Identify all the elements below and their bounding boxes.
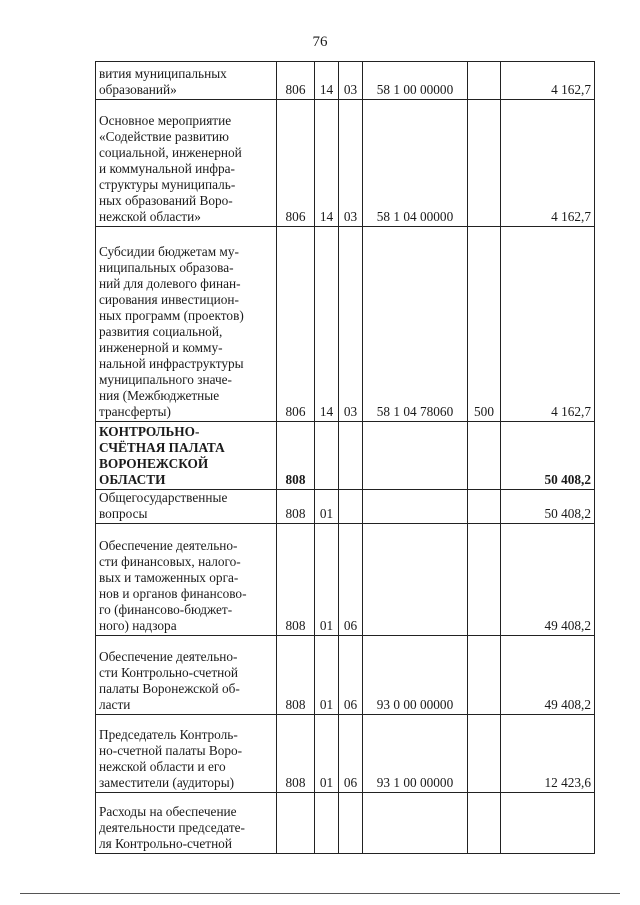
table-row — [96, 62, 595, 100]
subsection-code-cell: 03 — [339, 62, 363, 100]
table-row — [96, 524, 595, 636]
expense-type-code-cell — [468, 100, 501, 227]
amount-cell — [501, 793, 595, 854]
ministry-code-cell: 808 — [277, 715, 315, 793]
target-article-code-cell — [363, 422, 468, 490]
ministry-code-cell: 806 — [277, 62, 315, 100]
ministry-code-cell — [277, 793, 315, 854]
section-code-cell: 01 — [315, 524, 339, 636]
expense-type-code-cell — [468, 715, 501, 793]
row-name-cell: Общегосударственные вопросы — [96, 490, 277, 524]
row-name-cell: Обеспечение деятельно- сти Контрольно-счетной палаты Воронежской об- ласти — [96, 636, 277, 715]
row-name-cell: КОНТРОЛЬНО- СЧЁТНАЯ ПАЛАТА ВОРОНЕЖСКОЙ ОБЛАСТИ — [96, 422, 277, 490]
budget-table — [95, 61, 595, 854]
section-code-cell: 14 — [315, 62, 339, 100]
table-row — [96, 100, 595, 227]
subsection-code-cell — [339, 793, 363, 854]
amount-cell: 50 408,2 — [501, 490, 595, 524]
ministry-code-cell: 808 — [277, 524, 315, 636]
section-code-cell: 14 — [315, 227, 339, 422]
table-row — [96, 490, 595, 524]
subsection-code-cell: 06 — [339, 715, 363, 793]
row-name-cell: Основное мероприятие «Содействие развитию социальной, инженерной и коммунальной инфра- структуры муниципаль- ных образований Воро- нежской области» — [96, 100, 277, 227]
target-article-code-cell: 93 0 00 00000 — [363, 636, 468, 715]
row-name-cell: Обеспечение деятельно- сти финансовых, налого- вых и таможенных орга- нов и органов финансово- го (финансово-бюджет- ного) надзора — [96, 524, 277, 636]
expense-type-code-cell — [468, 62, 501, 100]
amount-cell: 49 408,2 — [501, 636, 595, 715]
table-row — [96, 636, 595, 715]
amount-cell: 4 162,7 — [501, 62, 595, 100]
target-article-code-cell — [363, 524, 468, 636]
table-row — [96, 793, 595, 854]
amount-cell: 50 408,2 — [501, 422, 595, 490]
target-article-code-cell: 58 1 04 78060 — [363, 227, 468, 422]
subsection-code-cell — [339, 490, 363, 524]
table-row — [96, 227, 595, 422]
expense-type-code-cell: 500 — [468, 227, 501, 422]
page-number: 76 — [312, 34, 328, 50]
ministry-code-cell: 806 — [277, 100, 315, 227]
expense-type-code-cell — [468, 490, 501, 524]
expense-type-code-cell — [468, 422, 501, 490]
target-article-code-cell — [363, 490, 468, 524]
table-row — [96, 715, 595, 793]
section-code-cell: 14 — [315, 100, 339, 227]
expense-type-code-cell — [468, 636, 501, 715]
subsection-code-cell: 06 — [339, 636, 363, 715]
expense-type-code-cell — [468, 793, 501, 854]
row-name-cell: Председатель Контроль- но-счетной палаты Воро- нежской области и его заместители (аудиторы) — [96, 715, 277, 793]
subsection-code-cell: 06 — [339, 524, 363, 636]
ministry-code-cell: 808 — [277, 490, 315, 524]
table-row — [96, 422, 595, 490]
amount-cell: 49 408,2 — [501, 524, 595, 636]
section-code-cell: 01 — [315, 636, 339, 715]
target-article-code-cell: 93 1 00 00000 — [363, 715, 468, 793]
ministry-code-cell: 808 — [277, 422, 315, 490]
amount-cell: 12 423,6 — [501, 715, 595, 793]
row-name-cell: Субсидии бюджетам му- ниципальных образова- ний для долевого финан- сирования инвестицион- ных программ (проектов) развития социальной, инженерной и комму- нальной инфраструктуры муниципального значе- ния (Межбюджетные трансферты) — [96, 227, 277, 422]
ministry-code-cell: 806 — [277, 227, 315, 422]
section-code-cell: 01 — [315, 490, 339, 524]
row-name-cell: вития муниципальных образований» — [96, 62, 277, 100]
target-article-code-cell — [363, 793, 468, 854]
ministry-code-cell: 808 — [277, 636, 315, 715]
subsection-code-cell — [339, 422, 363, 490]
expense-type-code-cell — [468, 524, 501, 636]
table-body — [96, 62, 595, 854]
row-name-cell: Расходы на обеспечение деятельности председате- ля Контрольно-счетной — [96, 793, 277, 854]
page-bottom-rule — [20, 893, 620, 894]
subsection-code-cell: 03 — [339, 100, 363, 227]
section-code-cell — [315, 793, 339, 854]
subsection-code-cell: 03 — [339, 227, 363, 422]
target-article-code-cell: 58 1 04 00000 — [363, 100, 468, 227]
section-code-cell — [315, 422, 339, 490]
target-article-code-cell: 58 1 00 00000 — [363, 62, 468, 100]
amount-cell: 4 162,7 — [501, 100, 595, 227]
section-code-cell: 01 — [315, 715, 339, 793]
amount-cell: 4 162,7 — [501, 227, 595, 422]
